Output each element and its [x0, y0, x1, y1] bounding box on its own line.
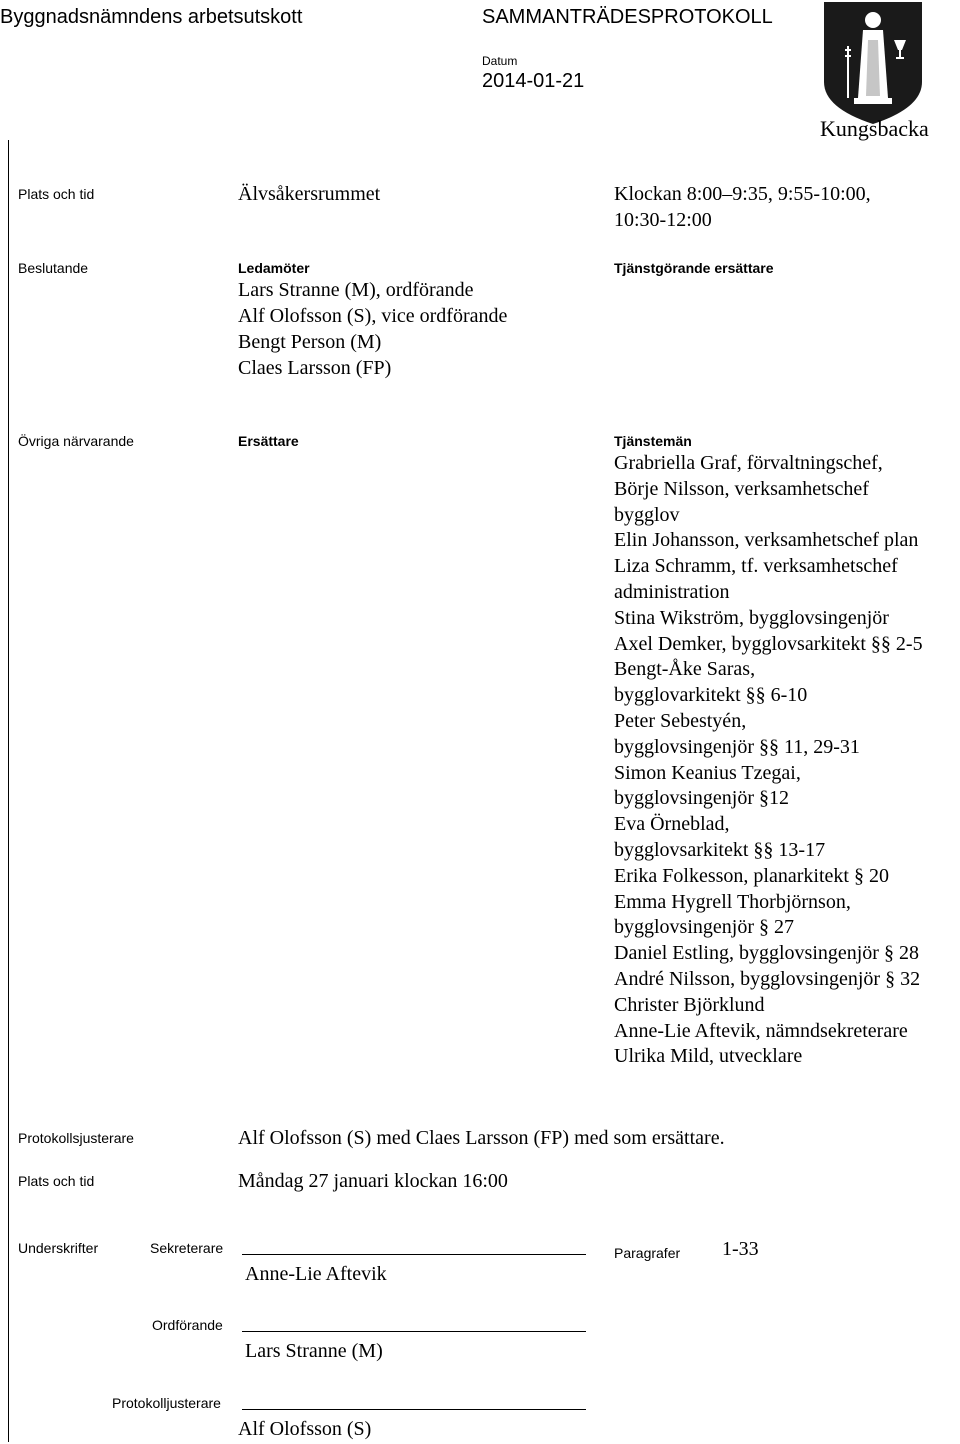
list-item: Liza Schramm, tf. verksamhetschef [614, 555, 898, 578]
paragraphs-label: Paragrafer [614, 1245, 681, 1261]
chair-label: Ordförande [152, 1317, 223, 1333]
date-label: Datum [482, 54, 518, 68]
ersattare-heading: Ersättare [238, 433, 299, 449]
meeting-time-line1: Klockan 8:00–9:35, 9:55-10:00, [614, 183, 871, 205]
underskrifter-label: Underskrifter [18, 1240, 99, 1256]
meeting-time-line2: 10:30-12:00 [614, 209, 712, 231]
list-item: bygglovsingenjör § 27 [614, 916, 794, 939]
meeting-room: Älvsåkersrummet [238, 183, 381, 205]
list-item: bygglovsingenjör §12 [614, 787, 789, 810]
place-time-label: Plats och tid [18, 186, 95, 202]
list-item: Börje Nilsson, verksamhetschef [614, 477, 869, 500]
paragraphs-value: 1-33 [722, 1238, 759, 1260]
document-type: SAMMANTRÄDESPROTOKOLL [482, 6, 773, 28]
chair-name: Lars Stranne (M) [245, 1340, 383, 1362]
list-item: Grabriella Graf, förvaltningschef, [614, 452, 883, 474]
member-item: Alf Olofsson (S), vice ordförande [238, 305, 508, 327]
list-item: Christer Björklund [614, 993, 765, 1016]
chair-signature-line [242, 1331, 586, 1332]
list-item: Elin Johansson, verksamhetschef plan [614, 529, 919, 552]
logo-text: Kungsbacka [820, 116, 929, 141]
substitutes-heading: Tjänstgörande ersättare [614, 260, 774, 276]
list-item: Axel Demker, bygglovsarkitekt §§ 2-5 [614, 632, 923, 655]
list-item: Ulrika Mild, utvecklare [614, 1045, 803, 1068]
list-item: Eva Örneblad, [614, 813, 730, 836]
kungsbacka-logo [818, 0, 928, 140]
list-item: Daniel Estling, bygglovsingenjör § 28 [614, 942, 919, 965]
list-item: Anne-Lie Aftevik, nämndsekreterare [614, 1019, 908, 1042]
left-margin-rule [8, 140, 9, 1442]
secretary-signature-line [242, 1254, 586, 1255]
date-value: 2014-01-21 [482, 70, 585, 92]
list-item: Bengt-Åke Saras, [614, 658, 756, 681]
beslutande-label: Beslutande [18, 260, 89, 276]
justering-place-time-value: Måndag 27 januari klockan 16:00 [238, 1170, 508, 1192]
list-item: André Nilsson, bygglovsingenjör § 32 [614, 967, 921, 990]
tjansteman-list [614, 451, 960, 1070]
list-item: Erika Folkesson, planarkitekt § 20 [614, 864, 889, 887]
adjuster-label: Protokolljusterare [112, 1395, 221, 1411]
justerare-label: Protokollsjusterare [18, 1130, 134, 1146]
list-item: bygglov [614, 503, 680, 526]
committee-name: Byggnadsnämndens arbetsutskott [0, 6, 303, 28]
list-item: bygglovsingenjör §§ 11, 29-31 [614, 735, 860, 758]
justerare-value: Alf Olofsson (S) med Claes Larsson (FP) med som ersättare. [238, 1127, 725, 1149]
list-item: administration [614, 580, 730, 603]
justering-place-time-label: Plats och tid [18, 1173, 95, 1189]
list-item: bygglovsarkitekt §§ 13-17 [614, 838, 826, 861]
member-item: Lars Stranne (M), ordförande [238, 279, 474, 301]
member-item: Bengt Person (M) [238, 331, 382, 353]
member-item: Claes Larsson (FP) [238, 357, 392, 379]
list-item: Emma Hygrell Thorbjörnson, [614, 890, 851, 913]
list-item: Peter Sebestyén, [614, 709, 747, 732]
secretary-label: Sekreterare [150, 1240, 224, 1256]
adjuster-name: Alf Olofsson (S) [238, 1418, 372, 1440]
list-item: Simon Keanius Tzegai, [614, 761, 801, 784]
ovriga-label: Övriga närvarande [18, 433, 134, 449]
tjansteman-heading: Tjänstemän [614, 433, 692, 449]
members-heading: Ledamöter [238, 260, 310, 276]
list-item: Stina Wikström, bygglovsingenjör [614, 606, 889, 629]
list-item: bygglovarkitekt §§ 6-10 [614, 684, 808, 707]
adjuster-signature-line [242, 1409, 586, 1410]
secretary-name: Anne-Lie Aftevik [245, 1263, 387, 1285]
